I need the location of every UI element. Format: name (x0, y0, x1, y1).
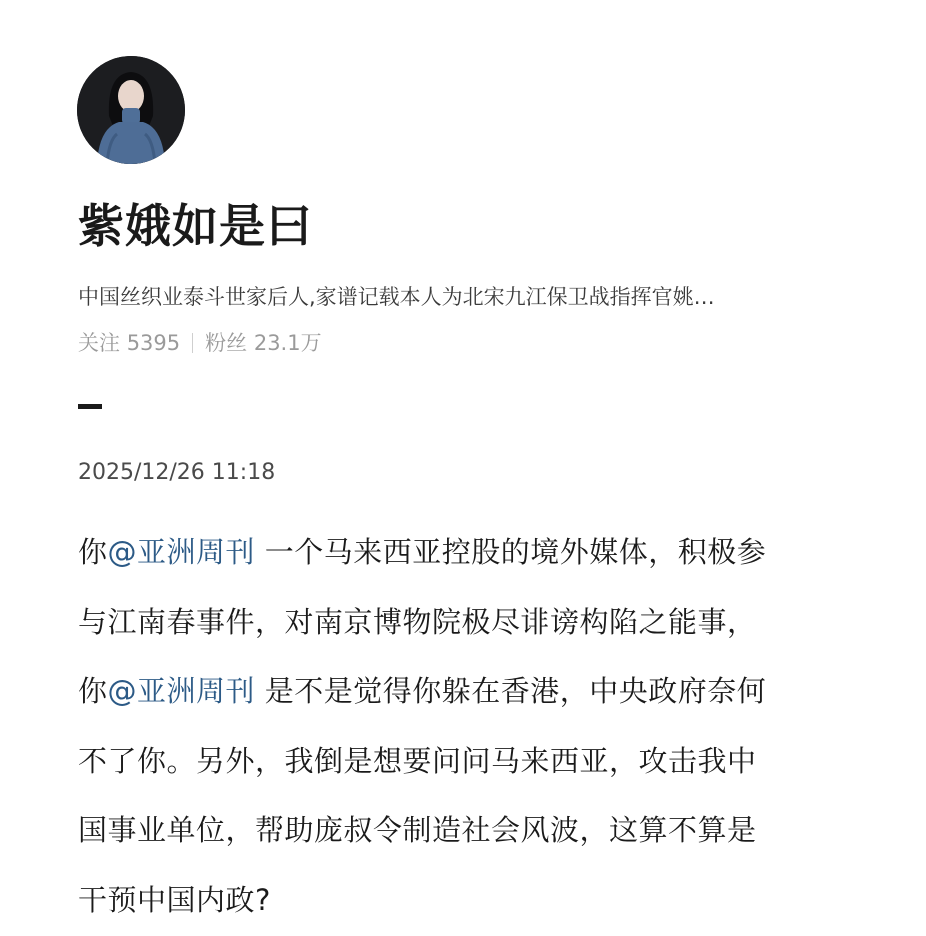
mention-link[interactable]: @亚洲周刊 (107, 674, 256, 709)
post-text: 是不是觉得你躲在香港，中央政府奈何 (255, 674, 767, 709)
avatar[interactable] (77, 56, 185, 164)
post-line (78, 518, 868, 588)
post-line: 与江南春事件，对南京博物院极尽诽谤构陷之能事， (78, 604, 757, 639)
profile-name: 紫娥如是曰 (78, 199, 313, 253)
followers-label: 粉丝 (205, 331, 248, 355)
woman-portrait-avatar-icon (77, 56, 185, 164)
stats-divider (192, 333, 193, 353)
following-label: 关注 (78, 331, 120, 355)
post-text: 你 (78, 535, 108, 569)
post-text: 一个马来西亚控股的境外媒体，积极参 (255, 535, 767, 569)
profile-bio[interactable]: 中国丝织业泰斗世家后人,家谱记载本人为北宋九江保卫战指挥官姚… (78, 285, 715, 309)
post-line: 国事业单位，帮助庞叔令制造社会风波，这算不算是 (78, 813, 757, 848)
followers-link[interactable] (205, 331, 321, 355)
post-text: 你 (78, 674, 108, 709)
post-line: 干预中国内政? (78, 882, 271, 917)
section-divider (78, 404, 102, 409)
followers-count: 23.1万 (253, 331, 322, 355)
following-count: 5395 (126, 331, 181, 355)
mention-link[interactable]: @亚洲周刊 (107, 535, 256, 569)
profile-stats (78, 327, 322, 357)
post-timestamp: 2025/12/26 11:18 (78, 460, 276, 485)
following-link[interactable] (78, 331, 180, 355)
post-body (78, 518, 868, 936)
post-line: 不了你。另外，我倒是想要问问马来西亚，攻击我中 (78, 743, 757, 778)
post-line (78, 657, 868, 727)
